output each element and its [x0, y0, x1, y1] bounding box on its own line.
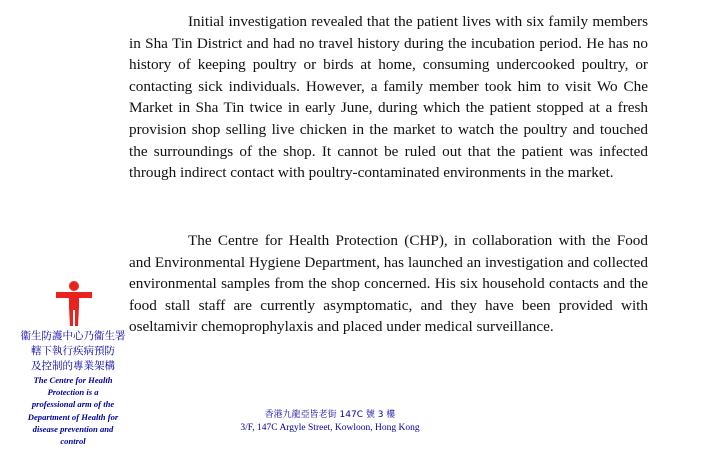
logo-caption-en: The Centre for Health — [33, 375, 113, 385]
logo-caption-en: Protection is a — [47, 387, 99, 398]
logo-caption-zh: 衞生防護中心乃衞生署 — [20, 330, 126, 342]
logo-caption-en: Department of Health for — [27, 411, 119, 422]
body-paragraph: Initial investigation revealed that the patient lives with six family members in Sha Tin District and had no travel history during the incubation period. He has no history of keeping poultry or birds at home, consuming undercooked poultry, or contacting sick individuals. However, a family member took him to visit Wo Che Market in Sha Tin twice in early June, during which the patient stopped at a fresh provision shop selling live chicken in the market to watch the poultry and touched the surroundings of the shop. It cannot be ruled out that the patient was infected through indirect contact with poultry-contaminated environments in the market. — [129, 13, 648, 182]
logo-caption-en: professional arm of the — [31, 399, 115, 410]
logo-caption-en: disease prevention and — [32, 423, 114, 434]
logo-caption-zh: 轄下執行疾病預防 — [31, 345, 115, 357]
chp-logo-icon — [56, 280, 92, 326]
logo-caption-en: control — [60, 436, 86, 447]
chp-logo-caption — [8, 329, 138, 447]
footer-address-zh: 香港九龍亞皆老街 147C 號 3 樓 — [264, 410, 396, 420]
body-paragraph: The Centre for Health Protection (CHP), in collaboration with the Food and Environmental Hygiene Department, has launched an investigation and collected environmental samples from the shop concerned. His six household contacts and the food stall staff are currently asymptomatic, and they have been provided with oseltamivir chemoprophylaxis and placed under medical surveillance. — [129, 232, 648, 336]
footer-address-en: 3/F, 147C Argyle Street, Kowloon, Hong Kong — [240, 423, 420, 433]
logo-caption-zh: 及控制的專業架構 — [31, 360, 115, 372]
